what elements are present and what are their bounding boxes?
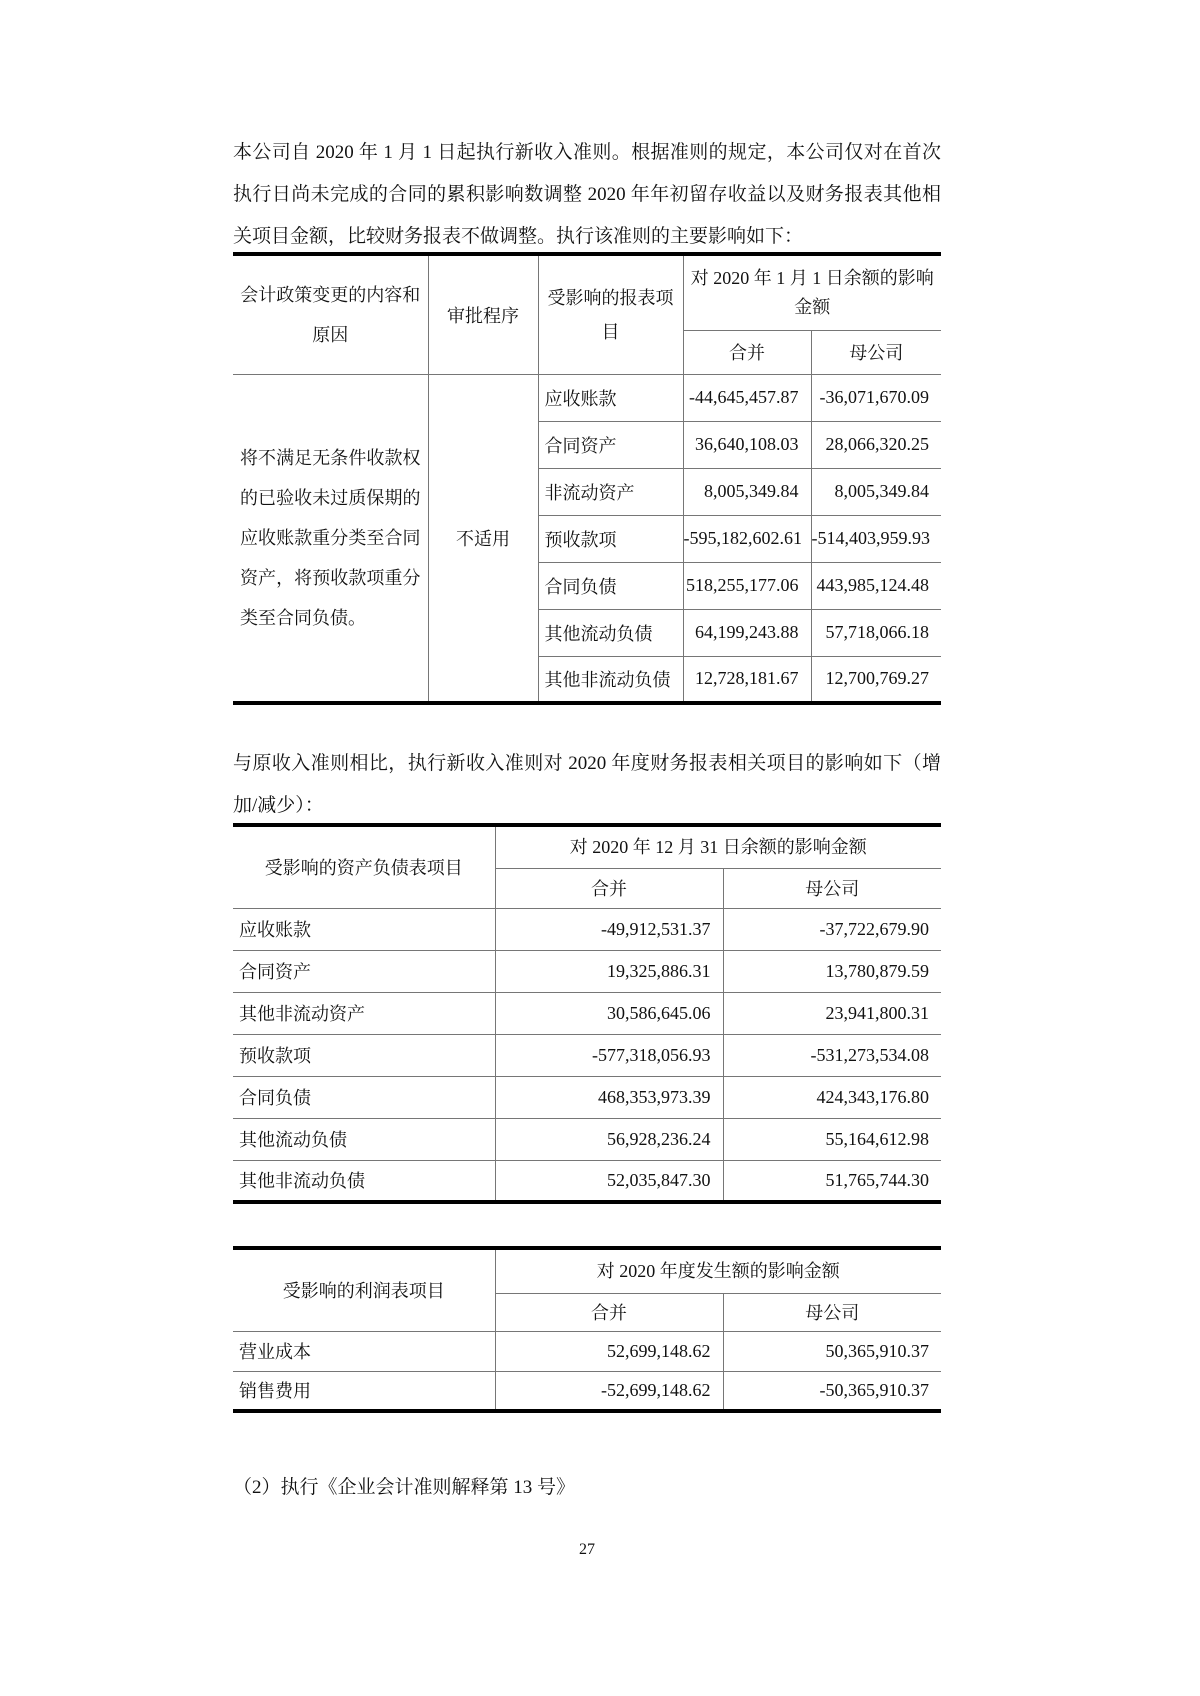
parent-value: -50,365,910.37: [723, 1371, 941, 1411]
header-impact-amount: 对 2020 年度发生额的影响金额: [495, 1248, 941, 1293]
consolidated-value: 64,199,243.88: [683, 609, 811, 656]
header-affected-item: 受影响的利润表项目: [233, 1248, 495, 1331]
header-parent: 母公司: [723, 1293, 941, 1331]
parent-value: 28,066,320.25: [811, 421, 941, 468]
consolidated-value: 468,353,973.39: [495, 1076, 723, 1118]
header-parent: 母公司: [723, 868, 941, 908]
header-consolidated: 合并: [495, 1293, 723, 1331]
item-cell: 应收账款: [538, 374, 683, 421]
item-cell: 合同负债: [538, 562, 683, 609]
table-row: [233, 992, 941, 1034]
parent-value: -36,071,670.09: [811, 374, 941, 421]
table-row: [233, 1371, 941, 1411]
item-cell: 应收账款: [233, 908, 495, 950]
parent-value: 8,005,349.84: [811, 468, 941, 515]
item-cell: 销售费用: [239, 1381, 311, 1402]
parent-value: 55,164,612.98: [723, 1118, 941, 1160]
consolidated-value: 518,255,177.06: [683, 562, 811, 609]
item-cell: 营业成本: [233, 1331, 495, 1371]
parent-value: -531,273,534.08: [723, 1034, 941, 1076]
parent-value: 51,765,744.30: [723, 1160, 941, 1202]
consolidated-value: 8,005,349.84: [683, 468, 811, 515]
table-row: [233, 1118, 941, 1160]
accounting-policy-change-table: [233, 252, 941, 705]
income-statement-impact-table: [233, 1246, 941, 1413]
parent-value: 443,985,124.48: [811, 562, 941, 609]
item-cell: 其他非流动资产: [233, 992, 495, 1034]
consolidated-value: 30,586,645.06: [495, 992, 723, 1034]
item-cell: 合同负债: [233, 1076, 495, 1118]
consolidated-value: 12,728,181.67: [683, 656, 811, 703]
table-row: [233, 1331, 941, 1371]
parent-value: 13,780,879.59: [723, 950, 941, 992]
header-affected-item: 受影响的资产负债表项目: [233, 825, 495, 908]
consolidated-value: -49,912,531.37: [495, 908, 723, 950]
header-change-reason: 会计政策变更的内容和原因: [233, 254, 428, 374]
header-affected-item: 受影响的报表项目: [538, 254, 683, 374]
parent-value: 424,343,176.80: [723, 1076, 941, 1118]
comparison-paragraph: 与原收入准则相比，执行新收入准则对 2020 年度财务报表相关项目的影响如下（增加/减少）：: [233, 753, 941, 816]
consolidated-value: -52,699,148.62: [495, 1371, 723, 1411]
consolidated-value: -577,318,056.93: [495, 1034, 723, 1076]
parent-value: 23,941,800.31: [723, 992, 941, 1034]
header-parent: 母公司: [811, 330, 941, 374]
item-cell: 预收款项: [538, 515, 683, 562]
item-cell: 其他流动负债: [538, 609, 683, 656]
consolidated-value: 19,325,886.31: [495, 950, 723, 992]
item-cell: 其他流动负债: [233, 1118, 495, 1160]
header-approval: 审批程序: [428, 254, 538, 374]
change-reason-text: 将不满足无条件收款权的已验收未过质保期的应收账款重分类至合同资产，将预收款项重分类至合同负债。: [240, 447, 421, 628]
approval-value: 不适用: [428, 374, 538, 703]
parent-value: -514,403,959.93: [811, 515, 941, 562]
table-row: [233, 1034, 941, 1076]
parent-value: 50,365,910.37: [723, 1331, 941, 1371]
item-cell: 非流动资产: [538, 468, 683, 515]
item-cell: 合同资产: [538, 421, 683, 468]
consolidated-value: 52,699,148.62: [495, 1331, 723, 1371]
table-row: [233, 950, 941, 992]
table-header-row: [233, 254, 941, 330]
page-number: 27: [579, 1541, 595, 1558]
consolidated-value: -595,182,602.61: [683, 515, 811, 562]
table-header-row: [233, 1248, 941, 1293]
table-row: [233, 908, 941, 950]
item-cell: 合同资产: [233, 950, 495, 992]
balance-sheet-impact-table: [233, 823, 941, 1204]
document-page: [233, 132, 941, 1559]
item-cell: 其他非流动负债: [538, 656, 683, 703]
parent-value: 12,700,769.27: [811, 656, 941, 703]
table-row: [233, 374, 941, 421]
consolidated-value: 56,928,236.24: [495, 1118, 723, 1160]
header-impact-amount: 对 2020 年 12 月 31 日余额的影响金额: [495, 825, 941, 868]
item-cell: 其他非流动负债: [239, 1171, 365, 1192]
consolidated-value: 52,035,847.30: [495, 1160, 723, 1202]
item-cell: 预收款项: [233, 1034, 495, 1076]
header-consolidated: 合并: [495, 868, 723, 908]
parent-value: 57,718,066.18: [811, 609, 941, 656]
header-consolidated: 合并: [683, 330, 811, 374]
header-impact-amount: 对 2020 年 1 月 1 日余额的影响金额: [683, 254, 941, 330]
table-header-row: [233, 825, 941, 868]
table-row: [233, 1160, 941, 1202]
parent-value: -37,722,679.90: [723, 908, 941, 950]
consolidated-value: -44,645,457.87: [683, 374, 811, 421]
table-row: [233, 1076, 941, 1118]
footnote-heading: （2）执行《企业会计准则解释第 13 号》: [233, 1477, 576, 1498]
intro-paragraph: 本公司自 2020 年 1 月 1 日起执行新收入准则。根据准则的规定，本公司仅对在首次执行日尚未完成的合同的累积影响数调整 2020 年年初留存收益以及财务报表其他相关项目金额，比较财务报表不做调整。执行该准则的主要影响如下：: [233, 142, 941, 247]
consolidated-value: 36,640,108.03: [683, 421, 811, 468]
